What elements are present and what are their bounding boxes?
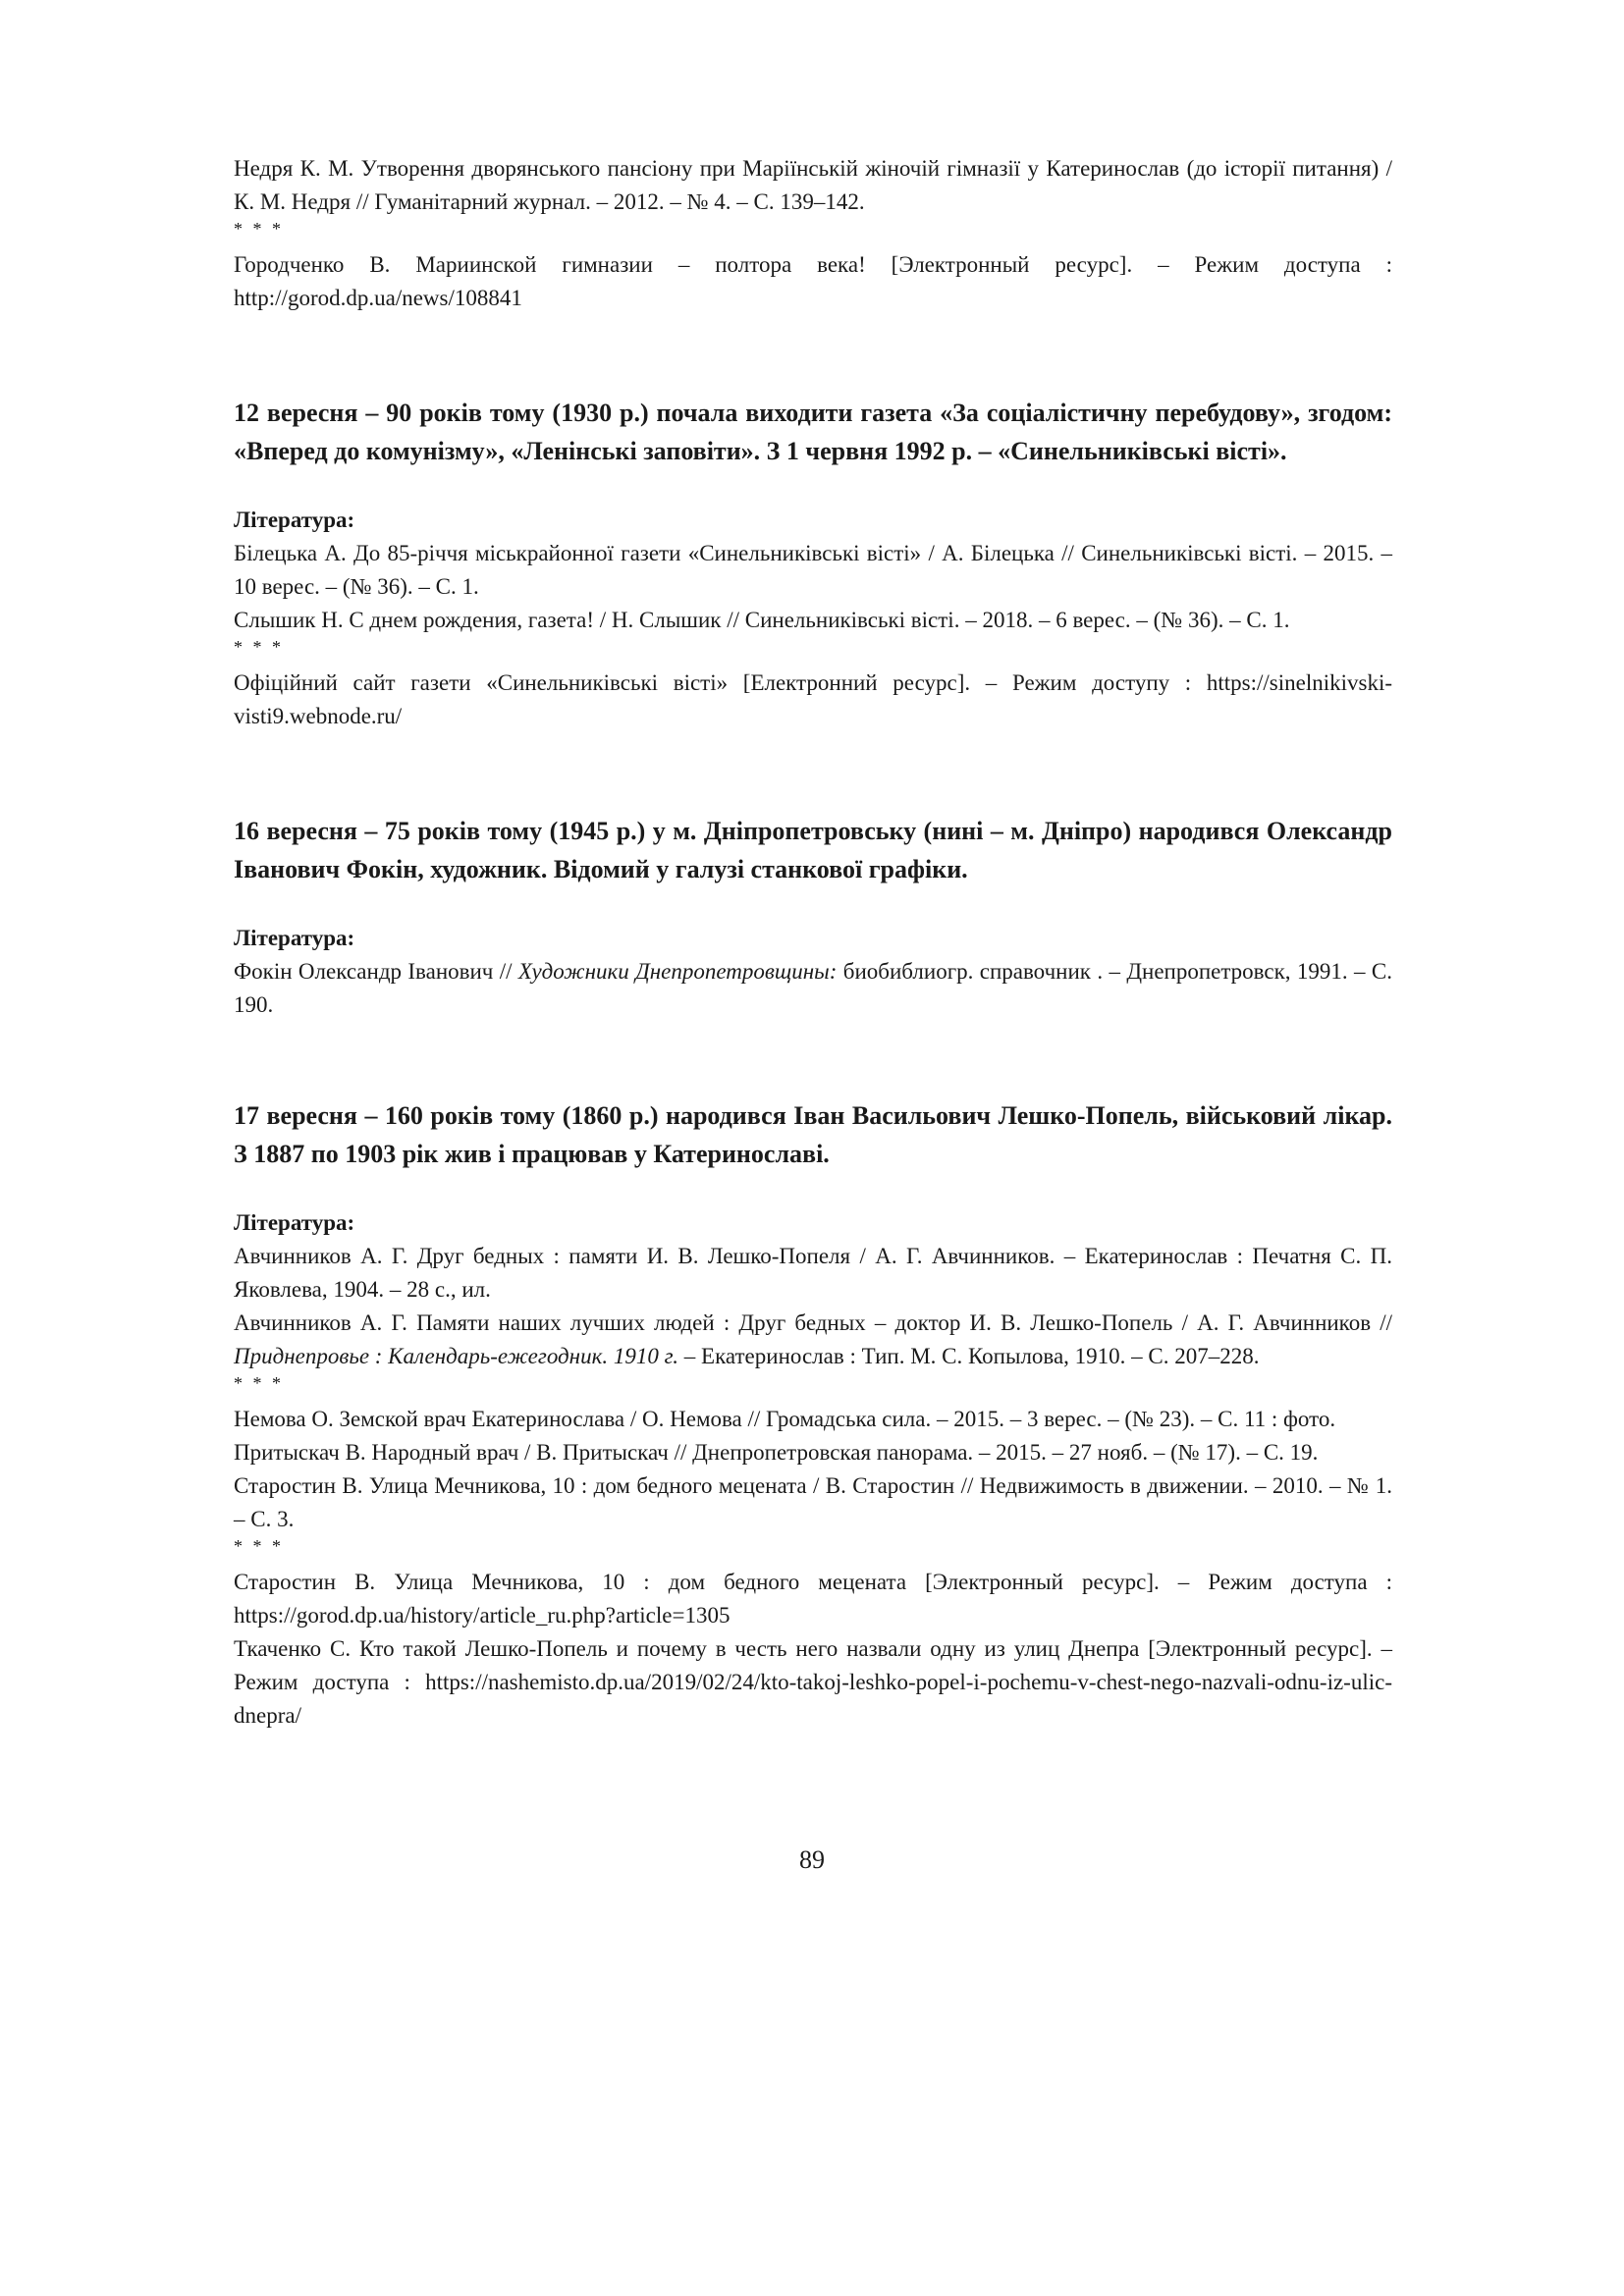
- reference-entry: Авчинников А. Г. Друг бедных : памяти И. В. Лешко-Попеля / А. Г. Авчинников. – Екатеринослав : Печатня С. П. Яковлева, 1904. – 28 с., ил.: [234, 1244, 1392, 1302]
- section-leshko-popel: [234, 1096, 1392, 1733]
- section-heading: 17 вересня – 160 років тому (1860 р.) народився Іван Васильович Лешко-Попель, військовий лікар. З 1887 по 1903 рік жив і працював у Катеринославі.: [234, 1101, 1392, 1168]
- section-heading: 12 вересня – 90 років тому (1930 р.) почала виходити газета «За соціалістичну перебудову», згодом: «Вперед до комунізму», «Ленінські заповіти». З 1 червня 1992 р. – «Синельниківські вісті».: [234, 399, 1392, 465]
- reference-entry: Офіційний сайт газети «Синельниківські вісті» [Електронний ресурс]. – Режим доступу : https://sinelnikivski-visti9.webnode.ru/: [234, 670, 1392, 728]
- reference-entry: Притыскач В. Народный врач / В. Притыскач // Днепропетровская панорама. – 2015. – 27 нояб. – (№ 17). – С. 19.: [234, 1440, 1319, 1465]
- reference-text: биобиблиогр. справочник . – Днепропетровск, 1991. – С. 190.: [234, 959, 1392, 1017]
- separator-stars: * * *: [234, 1373, 284, 1393]
- reference-entry: Білецька А. До 85-річчя міськрайонної газети «Синельниківські вісті» / А. Білецька // Синельниківські вісті. – 2015. – 10 верес. – (№ 36). – С. 1.: [234, 541, 1392, 599]
- reference-entry: [234, 1307, 1392, 1373]
- section-heading: 16 вересня – 75 років тому (1945 р.) у м. Дніпропетровську (нині – м. Дніпро) народився Олександр Іванович Фокін, художник. Відомий у галузі станкової графіки.: [234, 817, 1392, 883]
- reference-entry: Старостин В. Улица Мечникова, 10 : дом бедного мецената [Электронный ресурс]. – Режим доступа : https://gorod.dp.ua/history/article_ru.php?article=1305: [234, 1570, 1392, 1628]
- reference-entry: Недря К. М. Утворення дворянського пансіону при Маріїнській жіночій гімназії у Катеринослав (до історії питання) / К. М. Недря // Гуманітарний журнал. – 2012. – № 4. – С. 139–142.: [234, 156, 1392, 214]
- page-number: 89: [799, 1845, 825, 1874]
- literature-label: Література:: [234, 926, 355, 950]
- section-fokin: [234, 812, 1392, 1022]
- reference-source-title: Приднепровье : Календарь-ежегодник. 1910 г.: [234, 1344, 679, 1368]
- literature-label: Література:: [234, 1210, 355, 1235]
- reference-text: Фокін Олександр Іванович //: [234, 959, 518, 984]
- section-newspaper: [234, 394, 1392, 733]
- reference-entry: Городченко В. Мариинской гимназии – полтора века! [Электронный ресурс]. – Режим доступа : http://gorod.dp.ua/news/108841: [234, 252, 1392, 310]
- reference-text: Авчинников А. Г. Памяти наших лучших людей : Друг бедных – доктор И. В. Лешко-Попель / А. Г. Авчинников //: [234, 1310, 1392, 1335]
- reference-entry: [234, 955, 1392, 1022]
- separator-stars: * * *: [234, 219, 284, 239]
- page-content: [234, 152, 1392, 1733]
- reference-entry: Немова О. Земской врач Екатеринослава / О. Немова // Громадська сила. – 2015. – 3 верес. – (№ 23). – С. 11 : фото.: [234, 1407, 1336, 1431]
- separator-stars: * * *: [234, 637, 284, 657]
- literature-label: Література:: [234, 507, 355, 532]
- reference-entry: Ткаченко С. Кто такой Лешко-Попель и почему в честь него назвали одну из улиц Днепра [Электронный ресурс]. – Режим доступа : https://nashemisto.dp.ua/2019/02/24/kto-takoj-leshko-popel-i-pochemu-v-chest-nego-nazvali-odnu-iz-ulic-dnepra/: [234, 1636, 1392, 1728]
- reference-entry: Старостин В. Улица Мечникова, 10 : дом бедного мецената / В. Старостин // Недвижимость в движении. – 2010. – № 1. – С. 3.: [234, 1473, 1392, 1531]
- separator-stars: * * *: [234, 1536, 284, 1556]
- reference-entry: Слышик Н. С днем рождения, газета! / Н. Слышик // Синельниківські вісті. – 2018. – 6 верес. – (№ 36). – С. 1.: [234, 608, 1290, 632]
- reference-source-title: Художники Днепропетровщины:: [517, 959, 838, 984]
- reference-text: – Екатеринослав : Тип. М. С. Копылова, 1910. – С. 207–228.: [678, 1344, 1260, 1368]
